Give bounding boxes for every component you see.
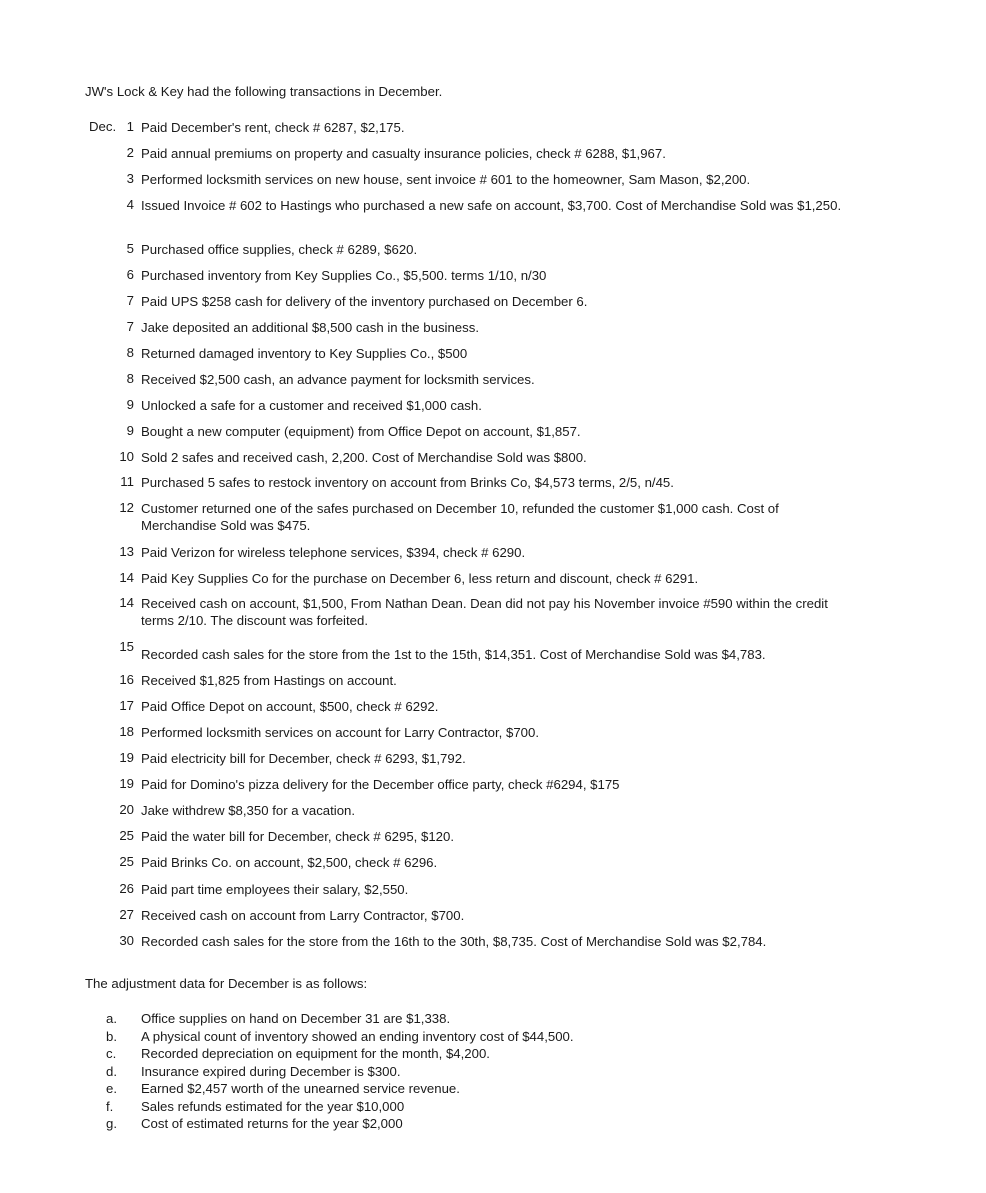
transaction-day: 5 (126, 241, 134, 256)
adjustment-letter: b. (106, 1029, 117, 1044)
transaction-day: 4 (126, 197, 134, 212)
adjustment-letter: g. (106, 1116, 117, 1131)
transaction-day: 3 (126, 171, 134, 186)
transaction-day: 7 (126, 319, 134, 334)
transaction-day: 26 (119, 881, 134, 896)
transaction-day: 10 (119, 449, 134, 464)
adjustment-text: Insurance expired during December is $300. (141, 1064, 401, 1079)
transaction-day: 1 (126, 119, 134, 134)
adjustment-letter: d. (106, 1064, 117, 1079)
adjustment-text: Cost of estimated returns for the year $2,000 (141, 1116, 403, 1131)
transaction-text: Paid December's rent, check # 6287, $2,175. (141, 120, 405, 135)
transaction-text: Purchased office supplies, check # 6289, $620. (141, 242, 418, 257)
transaction-day: 7 (126, 293, 134, 308)
transaction-text: Jake deposited an additional $8,500 cash in the business. (141, 320, 479, 335)
transaction-text: Returned damaged inventory to Key Supplies Co., $500 (141, 346, 468, 361)
transaction-text: Paid Brinks Co. on account, $2,500, check # 6296. (141, 855, 438, 870)
transaction-text: Received cash on account, $1,500, From Nathan Dean. Dean did not pay his November invoice #590 within the credit terms 2/10. The discount was forfeited. (141, 596, 828, 628)
transaction-day: 2 (126, 145, 134, 160)
transaction-text: Paid Verizon for wireless telephone services, $394, check # 6290. (141, 545, 526, 560)
adjustment-letter: a. (106, 1011, 117, 1026)
transaction-day: 14 (119, 595, 134, 610)
transaction-day: 9 (126, 423, 134, 438)
transaction-text: Sold 2 safes and received cash, 2,200. Cost of Merchandise Sold was $800. (141, 450, 587, 465)
transaction-text: Paid UPS $258 cash for delivery of the inventory purchased on December 6. (141, 294, 588, 309)
transaction-day: 11 (120, 474, 134, 489)
transaction-day: 20 (119, 802, 134, 817)
transaction-text: Jake withdrew $8,350 for a vacation. (141, 803, 356, 818)
transaction-text: Received $2,500 cash, an advance payment for locksmith services. (141, 372, 535, 387)
transaction-text: Recorded cash sales for the store from the 16th to the 30th, $8,735. Cost of Merchandise Sold was $2,784. (141, 934, 767, 949)
transaction-text: Recorded cash sales for the store from the 1st to the 15th, $14,351. Cost of Merchandise Sold was $4,783. (141, 647, 766, 662)
transaction-day: 15 (119, 639, 134, 654)
transaction-text: Performed locksmith services on account for Larry Contractor, $700. (141, 725, 539, 740)
transaction-day: 27 (119, 907, 134, 922)
transaction-text: Paid for Domino's pizza delivery for the December office party, check #6294, $175 (141, 777, 620, 792)
transaction-day: 19 (119, 776, 134, 791)
transaction-text: Paid part time employees their salary, $2,550. (141, 882, 409, 897)
transaction-text: Bought a new computer (equipment) from Office Depot on account, $1,857. (141, 424, 581, 439)
transaction-day: 14 (119, 570, 134, 585)
transaction-text: Purchased inventory from Key Supplies Co., $5,500. terms 1/10, n/30 (141, 268, 547, 283)
transaction-day: 17 (119, 698, 134, 713)
transaction-text: Performed locksmith services on new house, sent invoice # 601 to the homeowner, Sam Mason, $2,200. (141, 172, 751, 187)
transaction-text: Received $1,825 from Hastings on account. (141, 673, 397, 688)
transaction-day: 9 (126, 397, 134, 412)
adjustment-title: The adjustment data for December is as follows: (85, 976, 368, 991)
intro-text: JW's Lock & Key had the following transactions in December. (85, 84, 443, 99)
adjustment-text: Recorded depreciation on equipment for the month, $4,200. (141, 1046, 490, 1061)
transaction-text: Unlocked a safe for a customer and received $1,000 cash. (141, 398, 482, 413)
transaction-text: Purchased 5 safes to restock inventory on account from Brinks Co, $4,573 terms, 2/5, n/45. (141, 475, 674, 490)
transaction-day: 30 (119, 933, 134, 948)
transaction-day: 25 (119, 854, 134, 869)
adjustment-letter: f. (106, 1099, 114, 1114)
adjustment-text: Office supplies on hand on December 31 are $1,338. (141, 1011, 451, 1026)
transaction-day: 8 (126, 345, 134, 360)
adjustment-letter: c. (106, 1046, 117, 1061)
adjustment-text: Sales refunds estimated for the year $10,000 (141, 1099, 405, 1114)
transaction-day: 25 (119, 828, 134, 843)
transaction-text: Customer returned one of the safes purchased on December 10, refunded the customer $1,000 cash. Cost of Merchandise Sold was $475. (141, 501, 779, 533)
month-label: Dec. (89, 119, 117, 134)
transaction-day: 6 (126, 267, 134, 282)
transaction-text: Paid the water bill for December, check # 6295, $120. (141, 829, 455, 844)
transaction-day: 13 (119, 544, 134, 559)
transaction-text: Issued Invoice # 602 to Hastings who purchased a new safe on account, $3,700. Cost of Merchandise Sold was $1,250. (141, 198, 842, 213)
transaction-day: 8 (126, 371, 134, 386)
adjustment-text: A physical count of inventory showed an ending inventory cost of $44,500. (141, 1029, 574, 1044)
transaction-day: 16 (119, 672, 134, 687)
adjustment-letter: e. (106, 1081, 117, 1096)
transaction-text: Paid electricity bill for December, check # 6293, $1,792. (141, 751, 466, 766)
transaction-text: Paid Key Supplies Co for the purchase on December 6, less return and discount, check # 6291. (141, 571, 699, 586)
transaction-day: 12 (119, 500, 134, 515)
transaction-text: Paid annual premiums on property and casualty insurance policies, check # 6288, $1,967. (141, 146, 666, 161)
transaction-text: Paid Office Depot on account, $500, check # 6292. (141, 699, 439, 714)
transaction-day: 19 (119, 750, 134, 765)
transaction-text: Received cash on account from Larry Contractor, $700. (141, 908, 465, 923)
adjustment-text: Earned $2,457 worth of the unearned service revenue. (141, 1081, 460, 1096)
transaction-day: 18 (119, 724, 134, 739)
